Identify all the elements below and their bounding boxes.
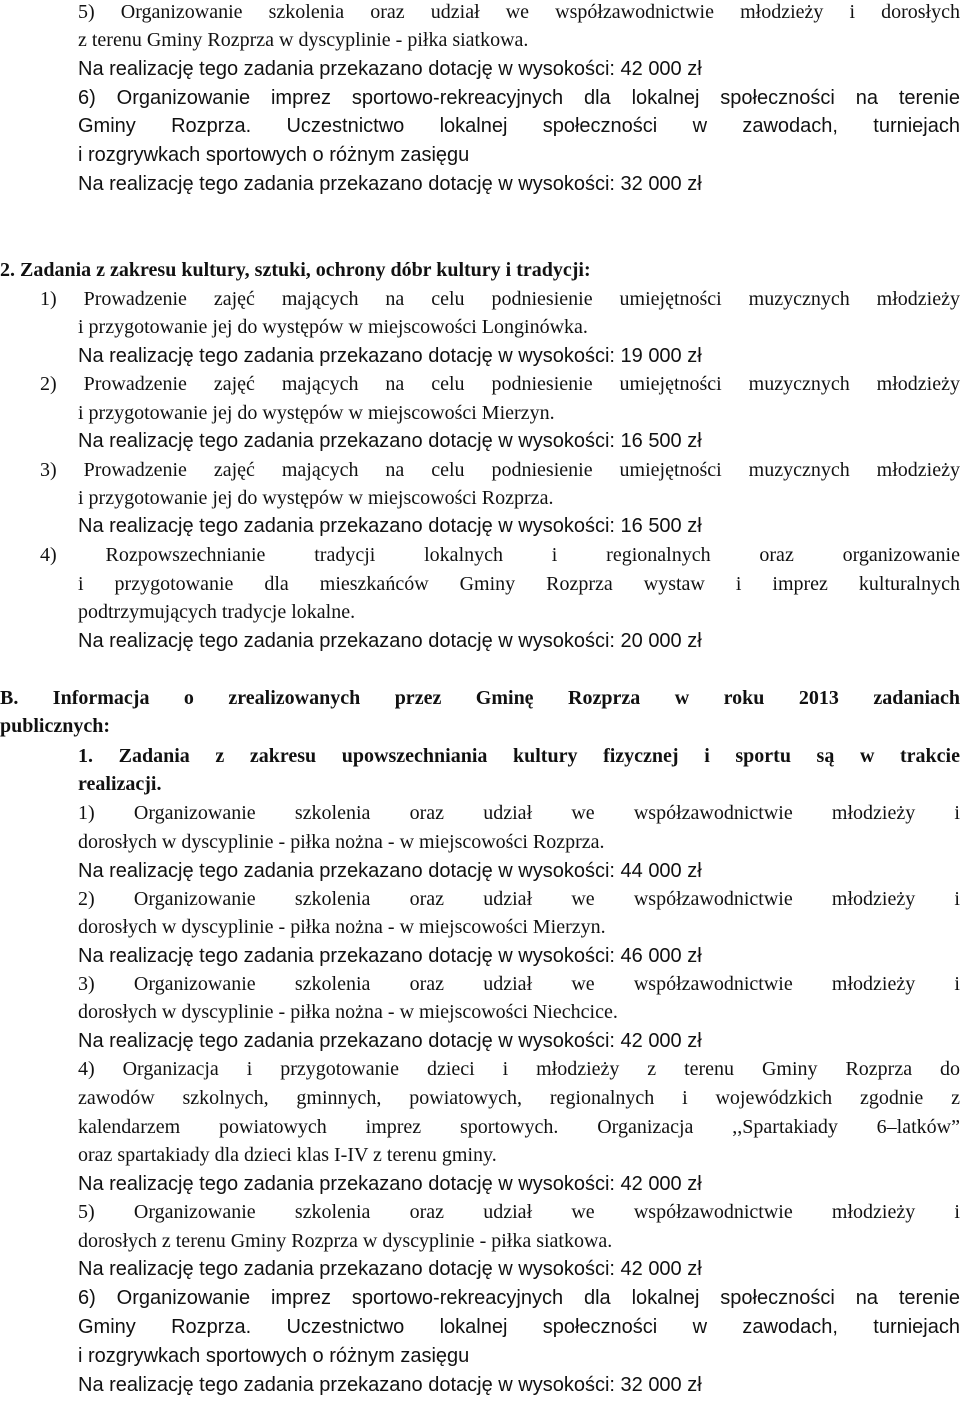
text-line: 5) Organizowanie szkolenia oraz udział we współzawodnictwie młodzieży i (78, 1201, 960, 1223)
text-line: Gminy Rozprza. Uczestnictwo lokalnej społeczności w zawodach, turniejach (78, 1316, 960, 1338)
text-line: Gminy Rozprza. Uczestnictwo lokalnej społeczności w zawodach, turniejach (78, 115, 960, 137)
text-line: 5) Organizowanie szkolenia oraz udział we współzawodnictwie młodzieży i dorosłych (78, 1, 960, 23)
text-line: dorosłych w dyscyplinie - piłka nożna - w miejscowości Rozprza. (78, 831, 605, 853)
text-line: Na realizację tego zadania przekazano dotację w wysokości: 44 000 zł (78, 860, 702, 882)
text-line: dorosłych w dyscyplinie - piłka nożna - w miejscowości Niechcice. (78, 1001, 618, 1023)
text-line: dorosłych z terenu Gminy Rozprza w dyscyplinie - piłka siatkowa. (78, 1230, 613, 1252)
text-line: Na realizację tego zadania przekazano dotację w wysokości: 20 000 zł (78, 630, 702, 652)
text-line: i przygotowanie jej do występów w miejscowości Rozprza. (78, 487, 554, 509)
text-line: Na realizację tego zadania przekazano dotację w wysokości: 42 000 zł (78, 1030, 702, 1052)
text-line: Na realizację tego zadania przekazano dotację w wysokości: 42 000 zł (78, 1173, 702, 1195)
text-line: Na realizację tego zadania przekazano dotację w wysokości: 42 000 zł (78, 1258, 702, 1280)
section-heading: B. Informacja o zrealizowanych przez Gminę Rozprza w roku 2013 zadaniach (0, 687, 960, 709)
text-line: Na realizację tego zadania przekazano dotację w wysokości: 46 000 zł (78, 945, 702, 967)
text-line: zawodów szkolnych, gminnych, powiatowych, regionalnych i wojewódzkich zgodnie z (78, 1087, 960, 1109)
section-heading: publicznych: (0, 715, 111, 737)
text-line: 2) Organizowanie szkolenia oraz udział we współzawodnictwie młodzieży i (78, 888, 960, 910)
text-line: 4) Organizacja i przygotowanie dzieci i młodzieży z terenu Gminy Rozprza do (78, 1058, 960, 1080)
text-line: podtrzymujących tradycje lokalne. (78, 601, 356, 623)
text-line: Na realizację tego zadania przekazano dotację w wysokości: 32 000 zł (78, 173, 702, 195)
text-line: 6) Organizowanie imprez sportowo-rekreacyjnych dla lokalnej społeczności na terenie (78, 87, 960, 109)
subsection-heading: realizacji. (78, 773, 162, 795)
text-line: Na realizację tego zadania przekazano dotację w wysokości: 42 000 zł (78, 58, 702, 80)
subsection-heading: 1. Zadania z zakresu upowszechniania kultury fizycznej i sportu są w trakcie (78, 745, 960, 767)
text-line: Na realizację tego zadania przekazano dotację w wysokości: 32 000 zł (78, 1374, 702, 1396)
text-line: 1) Organizowanie szkolenia oraz udział we współzawodnictwie młodzieży i (78, 802, 960, 824)
text-line: kalendarzem powiatowych imprez sportowych. Organizacja ,,Spartakiady 6–latków” (78, 1116, 960, 1138)
text-line: 4) Rozpowszechnianie tradycji lokalnych i regionalnych oraz organizowanie (40, 544, 960, 566)
text-line: 1) Prowadzenie zajęć mających na celu podniesienie umiejętności muzycznych młodzieży (40, 288, 960, 310)
text-line: dorosłych w dyscyplinie - piłka nożna - w miejscowości Mierzyn. (78, 916, 606, 938)
text-line: i przygotowanie jej do występów w miejscowości Longinówka. (78, 316, 588, 338)
text-line: 3) Prowadzenie zajęć mających na celu podniesienie umiejętności muzycznych młodzieży (40, 459, 960, 481)
text-line: i przygotowanie jej do występów w miejscowości Mierzyn. (78, 402, 555, 424)
text-line: 2) Prowadzenie zajęć mających na celu podniesienie umiejętności muzycznych młodzieży (40, 373, 960, 395)
text-line: i przygotowanie dla mieszkańców Gminy Rozprza wystaw i imprez kulturalnych (78, 573, 960, 595)
text-line: i rozgrywkach sportowych o różnym zasięgu (78, 1345, 470, 1367)
text-line: 3) Organizowanie szkolenia oraz udział we współzawodnictwie młodzieży i (78, 973, 960, 995)
text-line: Na realizację tego zadania przekazano dotację w wysokości: 16 500 zł (78, 515, 702, 537)
text-line: oraz spartakiady dla dzieci klas I-IV z terenu gminy. (78, 1144, 497, 1166)
text-line: Na realizację tego zadania przekazano dotację w wysokości: 16 500 zł (78, 430, 702, 452)
text-line: Na realizację tego zadania przekazano dotację w wysokości: 19 000 zł (78, 345, 702, 367)
section-heading: 2. Zadania z zakresu kultury, sztuki, ochrony dóbr kultury i tradycji: (0, 259, 591, 281)
text-line: i rozgrywkach sportowych o różnym zasięgu (78, 144, 470, 166)
text-line: 6) Organizowanie imprez sportowo-rekreacyjnych dla lokalnej społeczności na terenie (78, 1287, 960, 1309)
text-line: z terenu Gminy Rozprza w dyscyplinie - piłka siatkowa. (78, 29, 529, 51)
